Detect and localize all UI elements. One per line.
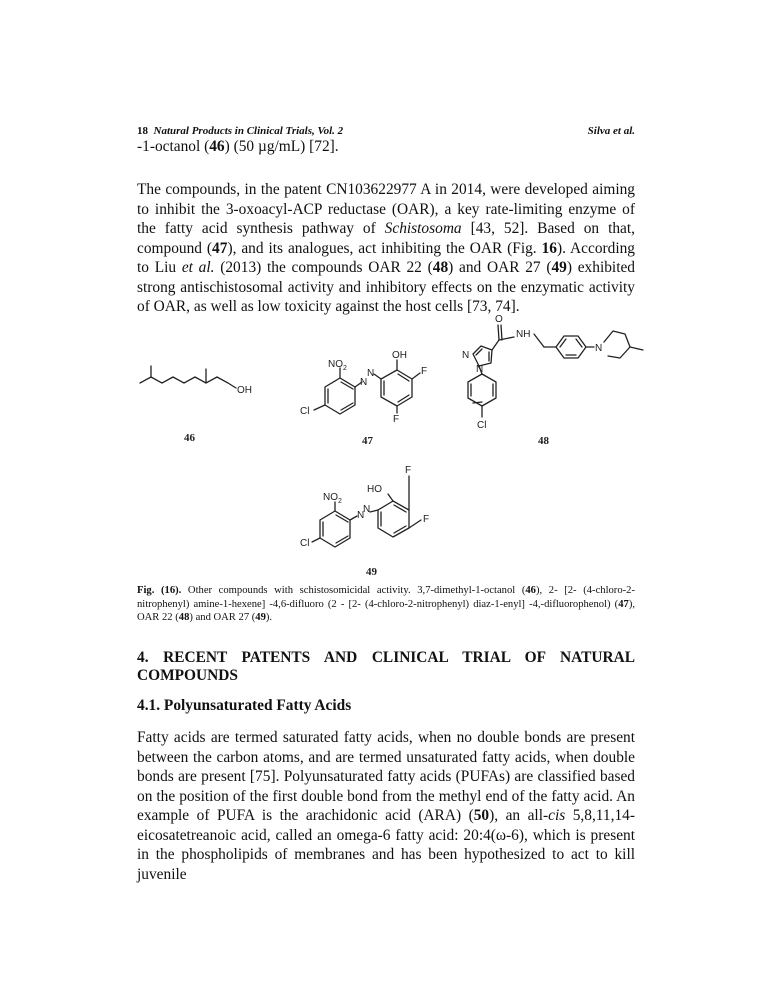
caption-label: Fig. (16). <box>137 585 182 596</box>
compound-ref: 48 <box>178 612 190 623</box>
compound-ref: 47 <box>212 239 228 257</box>
compound-ref: 47 <box>618 598 629 610</box>
compound-label-46: 46 <box>184 432 195 444</box>
text-run: ) exhibited strong antischistosomal activity and inhibitory effects on the enzymatic activity of OAR, as well as low toxicity against the host cells [73, 74]. <box>137 259 635 315</box>
text-run: (2013) the compounds OAR 22 ( <box>214 259 433 276</box>
text-run: ), and its analogues, act inhibiting the OAR (Fig. <box>227 239 542 257</box>
text-run: ) (50 µg/mL) [72]. <box>224 138 339 155</box>
atom-f: F <box>423 514 430 525</box>
compound-ref: 49 <box>255 612 266 623</box>
text-run: ). <box>265 612 273 623</box>
compound-ref: 49 <box>551 259 567 276</box>
text-run: [43, 52]. Based on that, compound ( <box>137 220 635 257</box>
text-run: ), an all- <box>489 807 549 824</box>
header-authors: Silva et al. <box>587 125 635 137</box>
et-al: et al. <box>181 259 215 276</box>
atom-n: N <box>357 510 365 521</box>
figure-ref: 16 <box>541 239 557 257</box>
compound-ref: 48 <box>432 259 449 276</box>
atom-n: N <box>462 350 470 361</box>
text-run: Fatty acids are termed saturated fatty acids, when no double bonds are present between the carbon atoms, and are termed unsaturated fatty acids, when double bonds are present [75]. Polyunsaturated fatty acids (PUFAs) are classified based on the position of the first double bond from the methyl end of the fatty acid. An example of PUFA is the arachidonic acid (ARA) ( <box>137 729 635 824</box>
compound-ref: 46 <box>209 138 225 155</box>
structure-46 <box>140 366 236 388</box>
paragraph-continuation <box>137 137 635 157</box>
atom-no2: $NO_2$ <box>328 359 347 372</box>
atom-nh: NH <box>516 329 531 340</box>
journal-title: Natural Products in Clinical Trials, Vol. 2 <box>153 125 344 137</box>
compound-label-49: 49 <box>366 566 377 578</box>
compound-label-47: 47 <box>362 435 373 447</box>
paragraph-pufa <box>137 728 635 884</box>
cis-term: cis <box>548 807 566 824</box>
atom-n: N <box>595 343 603 354</box>
atom-cl: Cl <box>477 420 487 431</box>
text-run: 5,8,11,14-eicosatetreanoic acid, called an omega-6 fatty acid: 20:4(ω-6), which is present in the phospholipids of membranes and has been hypothesized to act to kill juvenile <box>137 807 635 883</box>
compound-label-48: 48 <box>538 435 549 447</box>
atom-oh: OH <box>392 350 407 361</box>
atom-o: O <box>495 314 503 325</box>
atom-cl: Cl <box>300 538 310 549</box>
atom-no2: $NO_2$ <box>323 492 342 505</box>
structure-48 <box>468 325 643 417</box>
atom-n: N <box>363 504 371 515</box>
paragraph-oar <box>137 180 635 317</box>
page-number: 18 <box>137 125 148 137</box>
atom-oh: OH <box>237 385 252 396</box>
subsection-heading: 4.1. Polyunsaturated Fatty Acids <box>137 697 352 714</box>
text-run: ), 2- [2- (4-chloro-2-nitrophenyl) amine-1-hexene] -4,6-difluoro (2 - [2- (4-chloro-2-nitrophenyl) diaz-1-enyl] -4,-difluorophenol) ( <box>137 585 635 610</box>
text-run: ), OAR 22 ( <box>137 598 635 623</box>
atom-f: F <box>393 414 400 425</box>
text-run: ). According to Liu <box>137 239 636 276</box>
atom-n: N <box>476 364 484 375</box>
atom-cl: Cl <box>300 406 310 417</box>
atom-f: F <box>421 366 428 377</box>
compound-ref: 50 <box>473 807 490 824</box>
compound-ref: 46 <box>525 585 536 596</box>
genus-name: Schistosoma <box>384 220 462 237</box>
atom-n: N <box>360 377 368 388</box>
atom-ho: HO <box>367 484 382 495</box>
text-run: The compounds, in the patent CN103622977 A in 2014, were developed aiming to inhibit the 3-oxoacyl-ACP reductase (OAR), a key rate-limiting enzyme of the fatty acid synthesis pathway of <box>137 181 635 237</box>
atom-n: N <box>367 368 375 379</box>
figure-caption <box>137 584 635 625</box>
header-left <box>137 125 343 137</box>
text-run: ) and OAR 27 ( <box>189 612 256 623</box>
section-heading: 4. RECENT PATENTS AND CLINICAL TRIAL OF NATURAL COMPOUNDS <box>137 649 635 684</box>
text-run: Other compounds with schistosomicidal activity. 3,7-dimethyl-1-octanol ( <box>181 585 526 596</box>
text-run: -1-octanol ( <box>137 138 210 155</box>
atom-f: F <box>405 465 412 476</box>
figure-16-structures <box>137 300 657 590</box>
text-run: ) and OAR 27 ( <box>448 259 552 276</box>
